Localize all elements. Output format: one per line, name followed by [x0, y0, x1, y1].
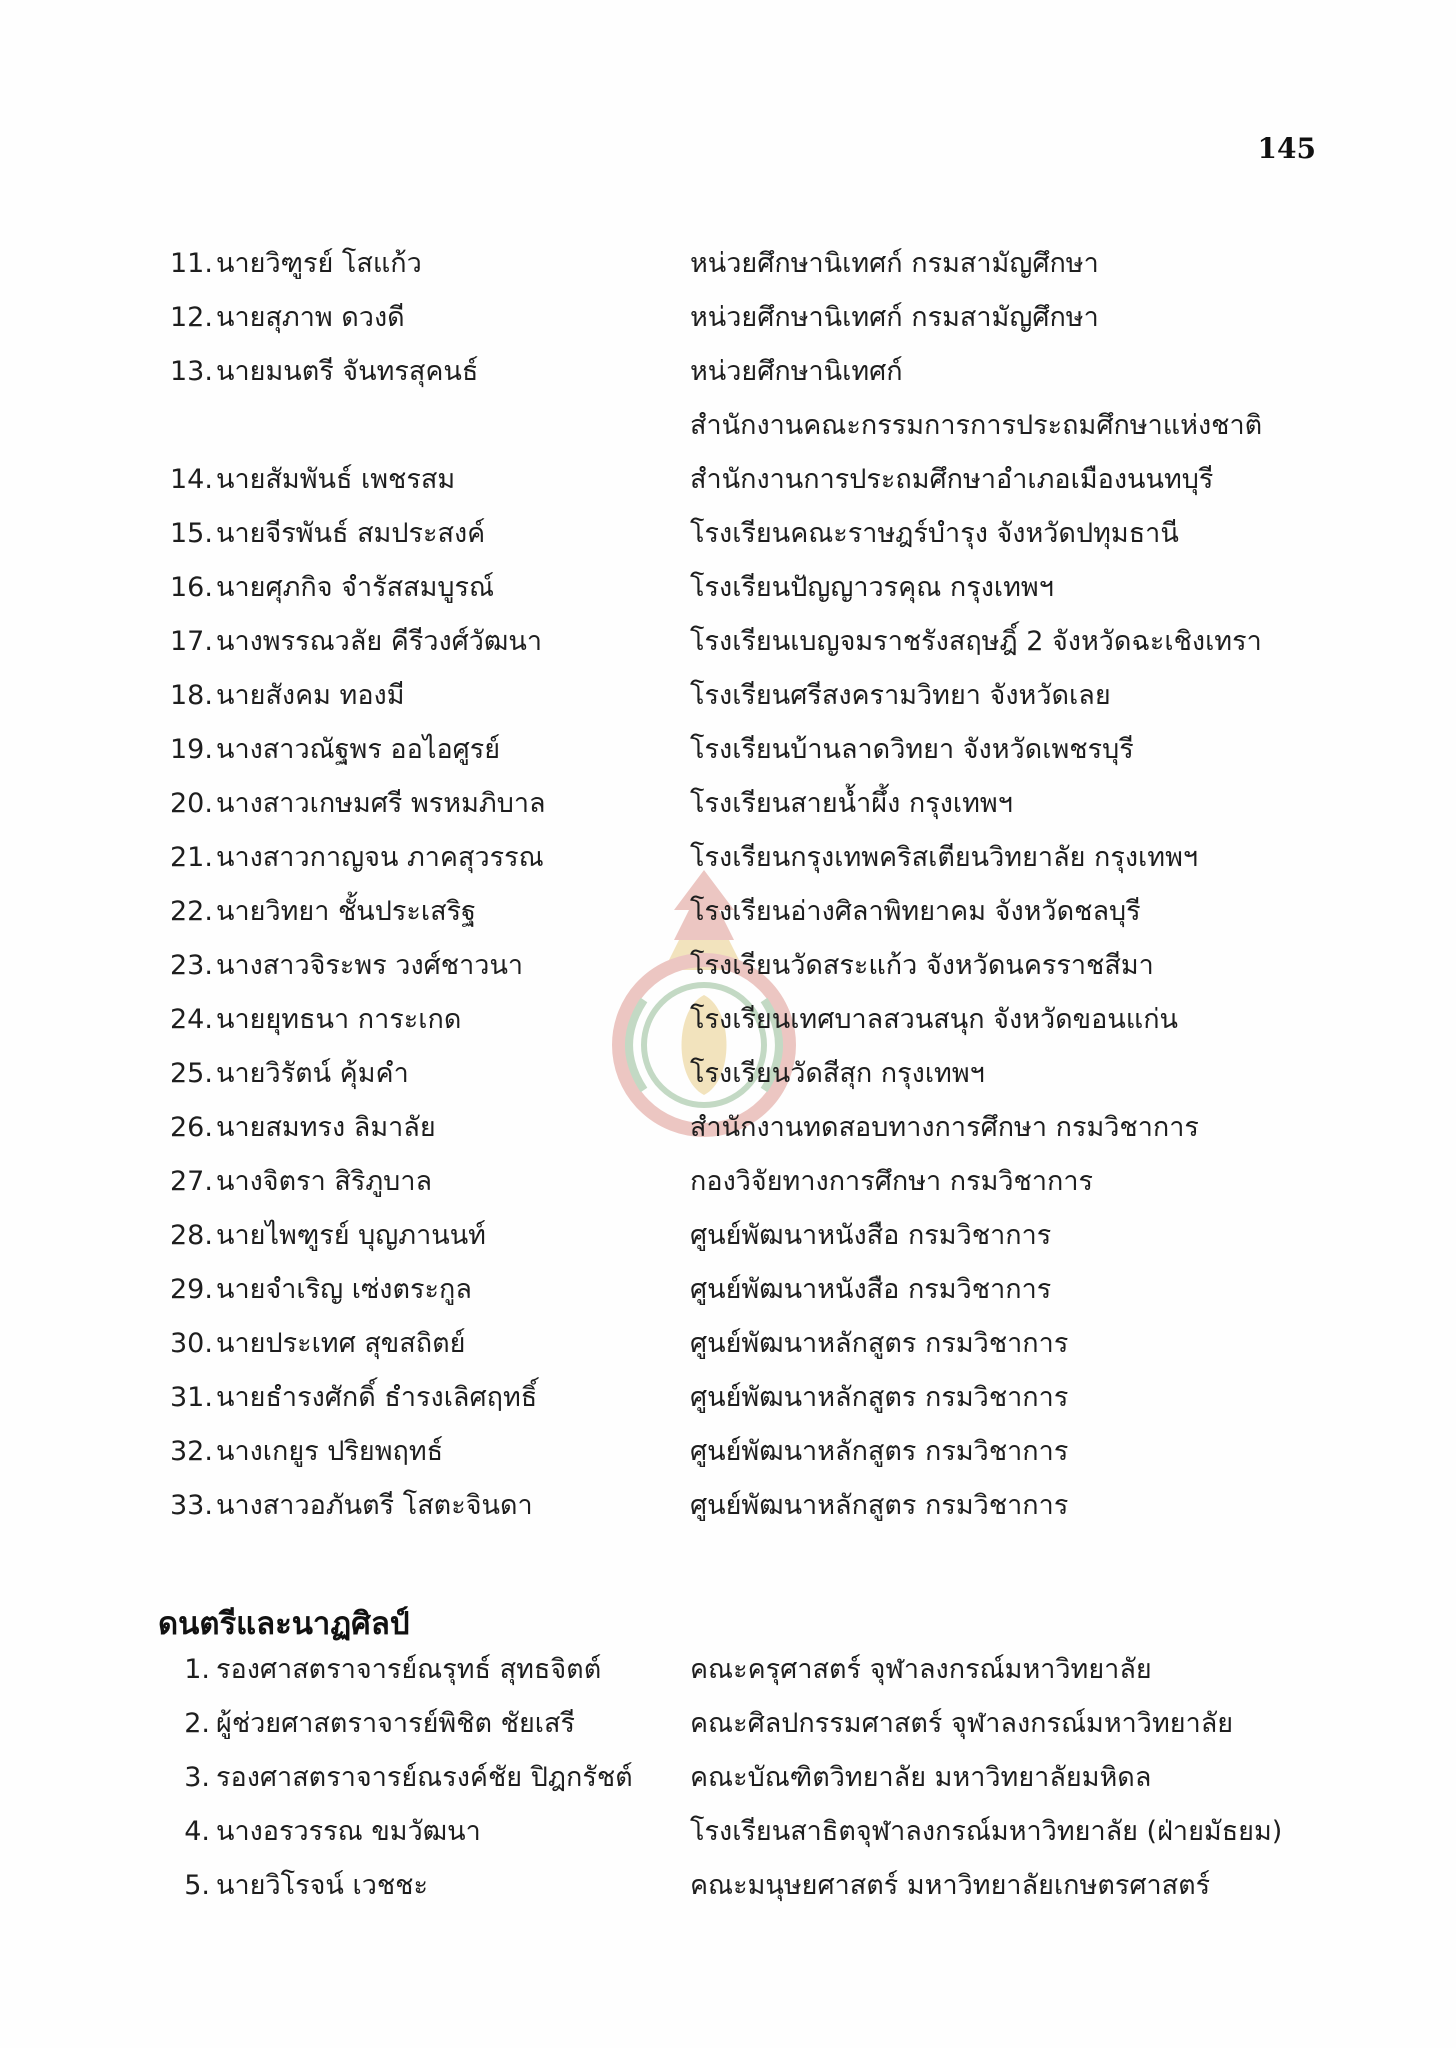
organization: ศูนย์พัฒนาหลักสูตร กรมวิชาการ	[690, 1436, 1069, 1467]
person-name: ผู้ช่วยศาสตราจารย์พิชิต ชัยเสรี	[216, 1708, 576, 1739]
person-name: นายวิโรจน์ เวชชะ	[216, 1870, 429, 1901]
item-number: 25.	[170, 1058, 213, 1089]
list-item	[170, 840, 1330, 894]
person-name: นายจำเริญ เซ่งตระกูล	[216, 1274, 472, 1305]
person-name: นางจิตรา สิริภูบาล	[216, 1166, 433, 1197]
person-name: รองศาสตราจารย์ณรงค์ชัย ปิฎกรัชต์	[216, 1762, 633, 1793]
organization: คณะศิลปกรรมศาสตร์ จุฬาลงกรณ์มหาวิทยาลัย	[690, 1708, 1234, 1739]
item-number: 33.	[170, 1490, 213, 1521]
organization: กองวิจัยทางการศึกษา กรมวิชาการ	[690, 1166, 1094, 1197]
list-item	[170, 1434, 1330, 1488]
item-number: 21.	[170, 842, 213, 873]
list-item	[184, 1760, 1344, 1814]
organization: โรงเรียนวัดสีสุก กรุงเทพฯ	[690, 1058, 985, 1089]
item-number: 22.	[170, 896, 213, 927]
list-item	[170, 462, 1330, 516]
page-number: 145	[1257, 132, 1316, 165]
item-number: 17.	[170, 626, 213, 657]
organization: โรงเรียนวัดสระแก้ว จังหวัดนครราชสีมา	[690, 950, 1154, 981]
list-item	[184, 1814, 1344, 1868]
person-name: นายสุภาพ ดวงดี	[216, 302, 405, 333]
organization: ศูนย์พัฒนาหลักสูตร กรมวิชาการ	[690, 1490, 1069, 1521]
list-item	[170, 1002, 1330, 1056]
list-item	[170, 570, 1330, 624]
organization: ศูนย์พัฒนาหนังสือ กรมวิชาการ	[690, 1274, 1052, 1305]
list-item	[170, 786, 1330, 840]
person-name: นางสาวอภันตรี โสตะจินดา	[216, 1490, 533, 1521]
organization: โรงเรียนบ้านลาดวิทยา จังหวัดเพชรบุรี	[690, 734, 1134, 765]
organization: สำนักงานการประถมศึกษาอำเภอเมืองนนทบุรี	[690, 464, 1214, 495]
item-number: 5.	[184, 1870, 210, 1901]
person-name: นางอรวรรณ ขมวัฒนา	[216, 1816, 481, 1847]
item-number: 26.	[170, 1112, 213, 1143]
organization: คณะมนุษยศาสตร์ มหาวิทยาลัยเกษตรศาสตร์	[690, 1870, 1211, 1901]
organization: ศูนย์พัฒนาหลักสูตร กรมวิชาการ	[690, 1382, 1069, 1413]
person-name: นายสมทรง ลิมาลัย	[216, 1112, 436, 1143]
music-committee-list	[184, 1652, 1344, 1922]
person-name: นายวิฑูรย์ โสแก้ว	[216, 248, 422, 279]
item-number: 16.	[170, 572, 213, 603]
list-item	[170, 948, 1330, 1002]
item-number: 11.	[170, 248, 213, 279]
list-item	[170, 1380, 1330, 1434]
organization: โรงเรียนสายน้ำผึ้ง กรุงเทพฯ	[690, 788, 1013, 819]
organization: โรงเรียนกรุงเทพคริสเตียนวิทยาลัย กรุงเทพฯ	[690, 842, 1199, 873]
organization: โรงเรียนศรีสงครามวิทยา จังหวัดเลย	[690, 680, 1111, 711]
item-number: 15.	[170, 518, 213, 549]
person-name: นายศุภกิจ จำรัสสมบูรณ์	[216, 572, 495, 603]
list-item	[170, 1488, 1330, 1542]
organization: ศูนย์พัฒนาหนังสือ กรมวิชาการ	[690, 1220, 1052, 1251]
item-number: 23.	[170, 950, 213, 981]
person-name: นางสาวเกษมศรี พรหมภิบาล	[216, 788, 546, 819]
person-name: นางเกยูร ปริยพฤทธ์	[216, 1436, 444, 1467]
list-item	[170, 354, 1330, 408]
organization: สำนักงานทดสอบทางการศึกษา กรมวิชาการ	[690, 1112, 1199, 1143]
list-item	[170, 678, 1330, 732]
person-name: นายสัมพันธ์ เพชรสม	[216, 464, 456, 495]
organization: ศูนย์พัฒนาหลักสูตร กรมวิชาการ	[690, 1328, 1069, 1359]
item-number: 32.	[170, 1436, 213, 1467]
organization: โรงเรียนปัญญาวรคุณ กรุงเทพฯ	[690, 572, 1054, 603]
list-item	[170, 1326, 1330, 1380]
list-item	[170, 624, 1330, 678]
item-number: 28.	[170, 1220, 213, 1251]
person-name: รองศาสตราจารย์ณรุทธ์ สุทธจิตต์	[216, 1654, 602, 1685]
list-item	[170, 1272, 1330, 1326]
person-name: นายสังคม ทองมี	[216, 680, 405, 711]
person-name: นายวิรัตน์ คุ้มคำ	[216, 1058, 409, 1089]
organization: โรงเรียนอ่างศิลาพิทยาคม จังหวัดชลบุรี	[690, 896, 1141, 927]
person-name: นายธำรงศักดิ์ ธำรงเลิศฤทธิ์	[216, 1382, 538, 1413]
person-name: นางสาวณัฐพร ออไอศูรย์	[216, 734, 501, 765]
item-number: 24.	[170, 1004, 213, 1035]
item-number: 14.	[170, 464, 213, 495]
section-heading: ดนตรีและนาฏศิลป์	[158, 1606, 410, 1642]
list-item	[170, 1164, 1330, 1218]
item-number: 20.	[170, 788, 213, 819]
organization: หน่วยศึกษานิเทศก์ กรมสามัญศึกษา	[690, 248, 1099, 279]
item-number: 31.	[170, 1382, 213, 1413]
person-name: นายมนตรี จันทรสุคนธ์	[216, 356, 479, 387]
list-item	[184, 1706, 1344, 1760]
organization: หน่วยศึกษานิเทศก์	[690, 356, 903, 387]
list-item	[170, 300, 1330, 354]
organization: หน่วยศึกษานิเทศก์ กรมสามัญศึกษา	[690, 302, 1099, 333]
item-number: 2.	[184, 1708, 210, 1739]
list-item	[170, 516, 1330, 570]
organization: คณะบัณฑิตวิทยาลัย มหาวิทยาลัยมหิดล	[690, 1762, 1152, 1793]
item-number: 29.	[170, 1274, 213, 1305]
list-item	[170, 246, 1330, 300]
person-name: นายจีรพันธ์ สมประสงค์	[216, 518, 486, 549]
item-number: 1.	[184, 1654, 210, 1685]
item-number: 18.	[170, 680, 213, 711]
organization: โรงเรียนสาธิตจุฬาลงกรณ์มหาวิทยาลัย (ฝ่ายมัธยม)	[690, 1816, 1283, 1847]
organization: โรงเรียนคณะราษฎร์บำรุง จังหวัดปทุมธานี	[690, 518, 1179, 549]
organization: โรงเรียนเทศบาลสวนสนุก จังหวัดขอนแก่น	[690, 1004, 1179, 1035]
list-item	[170, 1110, 1330, 1164]
list-item	[184, 1868, 1344, 1922]
organization-continuation: สำนักงานคณะกรรมการการประถมศึกษาแห่งชาติ	[690, 410, 1263, 441]
list-item	[170, 894, 1330, 948]
person-name: นางพรรณวลัย คีรีวงศ์วัฒนา	[216, 626, 542, 657]
item-number: 13.	[170, 356, 213, 387]
person-name: นายไพฑูรย์ บุญภานนท์	[216, 1220, 486, 1251]
item-number: 19.	[170, 734, 213, 765]
person-name: นายวิทยา ชั้นประเสริฐ	[216, 896, 476, 927]
person-name: นายประเทศ สุขสถิตย์	[216, 1328, 466, 1359]
committee-list	[170, 246, 1330, 1542]
organization: โรงเรียนเบญจมราชรังสฤษฎิ์ 2 จังหวัดฉะเชิงเทรา	[690, 626, 1262, 657]
list-item	[170, 1218, 1330, 1272]
item-number: 12.	[170, 302, 213, 333]
list-item	[184, 1652, 1344, 1706]
person-name: นายยุทธนา การะเกด	[216, 1004, 462, 1035]
item-number: 30.	[170, 1328, 213, 1359]
item-number: 3.	[184, 1762, 210, 1793]
person-name: นางสาวจิระพร วงศ์ชาวนา	[216, 950, 524, 981]
item-number: 4.	[184, 1816, 210, 1847]
list-item	[170, 732, 1330, 786]
person-name: นางสาวกาญจน ภาคสุวรรณ	[216, 842, 544, 873]
list-item	[170, 1056, 1330, 1110]
organization: คณะครุศาสตร์ จุฬาลงกรณ์มหาวิทยาลัย	[690, 1654, 1152, 1685]
item-number: 27.	[170, 1166, 213, 1197]
